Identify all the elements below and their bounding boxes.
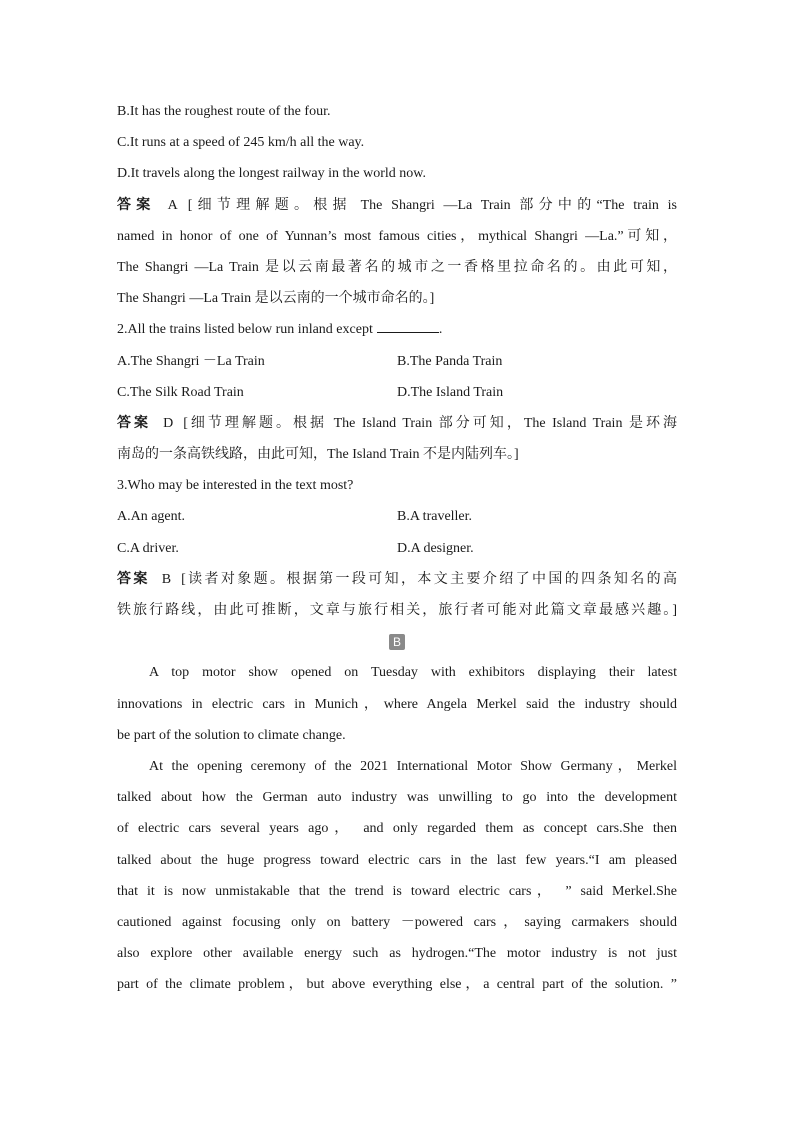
answer1-line-2: named in honor of one of Yunnan’s most famous cities，mythical Shangri —La.”可知， [117, 228, 677, 244]
passage-line: part of the climate problem，but above everything else，a central part of the solution. ” [117, 977, 677, 993]
q3-stem: 3.Who may be interested in the text most? [117, 478, 354, 494]
document-page [117, 96, 677, 1000]
answer2-line-1 [117, 408, 677, 439]
q1-option-d: D.It travels along the longest railway in the world now. [117, 166, 426, 182]
section-header [117, 626, 677, 657]
q2-stem-text: 2.All the trains listed below run inland except [117, 322, 373, 338]
q2-option-c: C.The Silk Road Train [117, 384, 244, 400]
passage-line: cautioned against focusing only on battery －powered cars，saying carmakers should [117, 914, 677, 930]
answer1-explanation-1: [细节理解题。根据 The Shangri —La Train 部分中的“The train is [187, 197, 678, 213]
passage-line: talked about the huge progress toward electric cars in the last few years.“I am pleased [117, 852, 677, 868]
answer3-line-1 [117, 564, 677, 595]
answer-label: 答案 [117, 196, 156, 213]
q3-option-a: A.An agent. [117, 509, 186, 525]
q1-option-b: B.It has the roughest route of the four. [117, 104, 331, 119]
answer1-line-4: The Shangri —La Train 是以云南的一个城市命名的。] [117, 291, 435, 307]
answer1-line-1 [117, 190, 677, 221]
passage-line: At the opening ceremony of the 2021 International Motor Show Germany，Merkel [149, 758, 677, 774]
q2-options-row-2 [117, 377, 677, 408]
passage-line: talked about how the German auto industry was unwilling to go into the development [117, 790, 677, 806]
q3-options-row-1 [117, 501, 677, 532]
section-badge: B [389, 634, 405, 650]
answer-letter: A [167, 197, 178, 213]
passage-paragraph-1 [117, 657, 677, 751]
q1-option-c: C.It runs at a speed of 245 km/h all the way. [117, 135, 365, 151]
answer-blank [377, 318, 439, 333]
answer1-line-3: The Shangri —La Train 是以云南最著名的城市之一香格里拉命名的。由此可知， [117, 259, 677, 275]
q2-stem [117, 314, 677, 345]
q2-option-d: D.The Island Train [397, 384, 504, 400]
answer3-explanation-1: [读者对象题。根据第一段可知，本文主要介绍了中国的四条知名的高 [181, 571, 677, 587]
passage-line: of electric cars several years ago， and only regarded them as concept cars.She then [117, 821, 677, 837]
answer-letter: D [163, 415, 174, 431]
q3-option-b: B.A traveller. [397, 509, 473, 525]
q3-options-row-2 [117, 533, 677, 564]
answer3-line-2: 铁旅行路线，由此可推断，文章与旅行相关，旅行者可能对此篇文章最感兴趣。] [117, 603, 677, 618]
passage-line: innovations in electric cars in Munich，where Angela Merkel said the industry should [117, 696, 677, 712]
answer-label: 答案 [117, 570, 150, 587]
passage-line: be part of the solution to climate change. [117, 727, 346, 743]
passage-paragraph-2 [117, 751, 677, 1001]
q3-option-d: D.A designer. [397, 540, 474, 556]
q2-option-a: A.The Shangri －La Train [117, 353, 265, 369]
passage-line: that it is now unmistakable that the trend is toward electric cars， ” said Merkel.She [117, 883, 677, 899]
q2-options-row-1 [117, 346, 677, 377]
q2-option-b: B.The Panda Train [397, 353, 503, 369]
q2-stem-end: . [438, 322, 443, 338]
answer-letter: B [161, 571, 172, 587]
answer2-explanation-1: [细节理解题。根据 The Island Train 部分可知，The Island Train 是环海 [183, 415, 678, 431]
answer-label: 答案 [117, 414, 152, 431]
q3-option-c: C.A driver. [117, 540, 179, 556]
answer2-line-2: 南岛的一条高铁线路，由此可知，The Island Train 不是内陆列车。] [117, 447, 519, 463]
passage-line: A top motor show opened on Tuesday with exhibitors displaying their latest [149, 665, 677, 681]
passage-line: also explore other available energy such as hydrogen.“The motor industry is not just [117, 946, 677, 962]
